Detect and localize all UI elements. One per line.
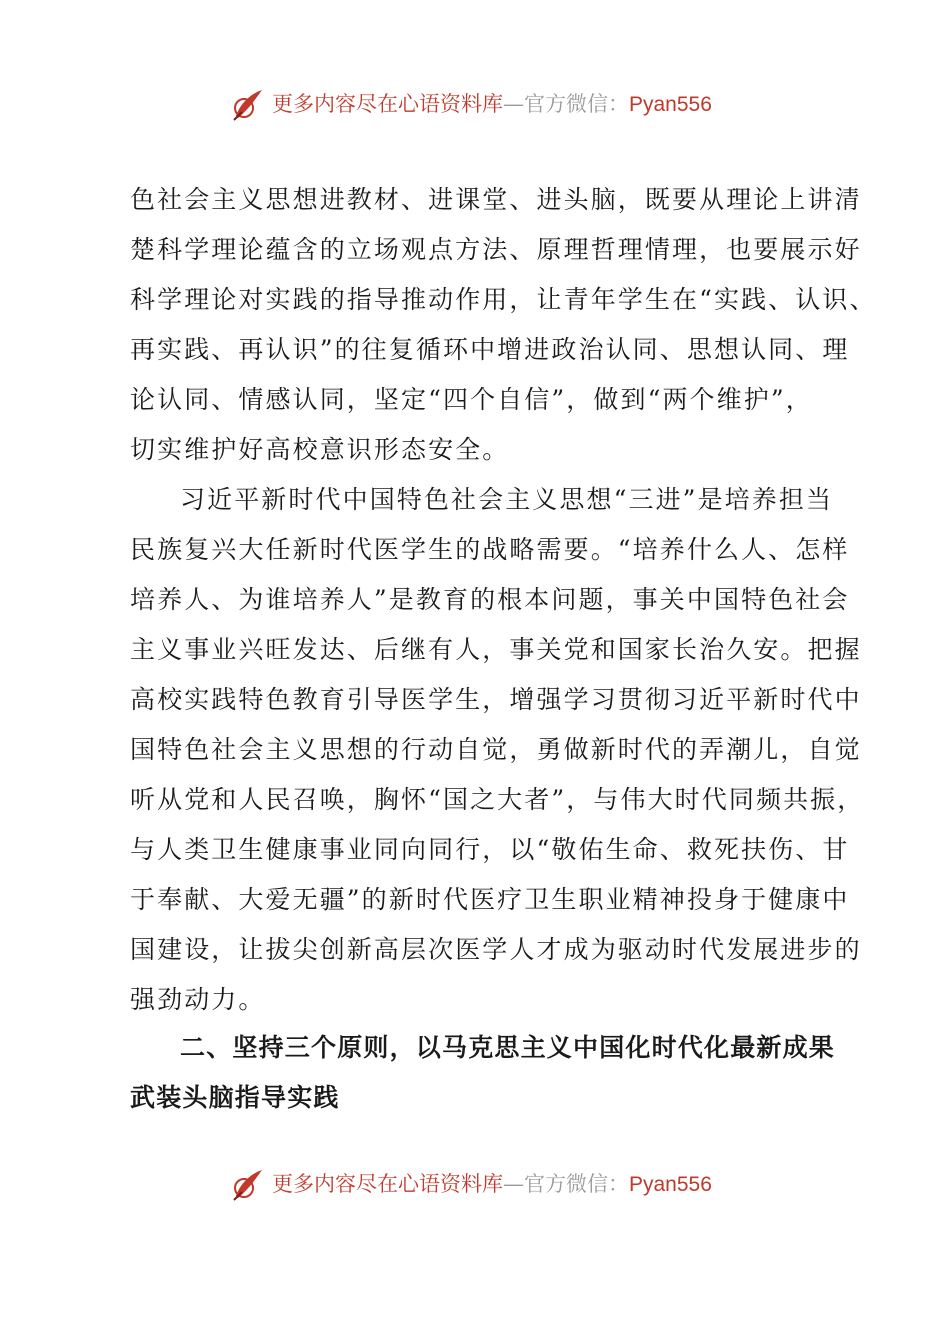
body-line: 听从党和人民召唤，胸怀“国之大者”，与伟大时代同频共振， xyxy=(130,785,865,814)
body-line: 高校实践特色教育引导医学生，增强学习贯彻习近平新时代中 xyxy=(130,685,862,714)
banner-account: Pyan556 xyxy=(629,93,712,116)
paragraph-first-line: 习近平新时代中国特色社会主义思想“三进”是培养担当 xyxy=(180,485,834,514)
body-line: 楚科学理论蕴含的立场观点方法、原理哲理情理，也要展示好 xyxy=(130,235,862,264)
section-heading: 二、坚持三个原则，以马克思主义中国化时代化最新成果 xyxy=(180,1033,836,1062)
body-line: 培养人、为谁培养人”是教育的根本问题，事关中国特色社会 xyxy=(130,585,850,614)
banner-text xyxy=(272,1171,712,1198)
body-line: 强劲动力。 xyxy=(130,985,266,1014)
footer-watermark-banner xyxy=(0,1164,950,1204)
banner-wechat-label: 官方微信： xyxy=(524,1172,629,1196)
body-line: 国特色社会主义思想的行动自觉，勇做新时代的弄潮儿，自觉 xyxy=(130,735,862,764)
body-line: 与人类卫生健康事业同向同行，以“敬佑生命、救死扶伤、甘 xyxy=(130,835,850,864)
header-watermark-banner xyxy=(0,84,950,124)
body-line: 切实维护好高校意识形态安全。 xyxy=(130,435,510,464)
body-line: 再实践、再认识”的往复循环中增进政治认同、思想认同、理 xyxy=(130,335,850,364)
banner-text xyxy=(272,91,712,118)
body-line: 主义事业兴旺发达、后继有人，事关党和国家长治久安。把握 xyxy=(130,635,862,664)
banner-dash: — xyxy=(503,1172,524,1196)
quill-logo-icon xyxy=(230,86,266,122)
banner-dash: — xyxy=(503,92,524,116)
body-line: 于奉献、大爱无疆”的新时代医疗卫生职业精神投身于健康中 xyxy=(130,885,850,914)
banner-account: Pyan556 xyxy=(629,1173,712,1196)
body-line: 民族复兴大任新时代医学生的战略需要。“培养什么人、怎样 xyxy=(130,535,850,564)
body-line: 色社会主义思想进教材、进课堂、进头脑，既要从理论上讲清 xyxy=(130,185,862,214)
banner-main-text: 更多内容尽在心语资料库 xyxy=(272,1172,503,1196)
banner-wechat-label: 官方微信： xyxy=(524,92,629,116)
body-line: 国建设，让拔尖创新高层次医学人才成为驱动时代发展进步的 xyxy=(130,935,862,964)
body-line: 科学理论对实践的指导推动作用，让青年学生在“实践、认识、 xyxy=(130,285,877,314)
body-line: 论认同、情感认同，坚定“四个自信”，做到“两个维护”， xyxy=(130,385,813,414)
quill-logo-icon xyxy=(230,1166,266,1202)
banner-main-text: 更多内容尽在心语资料库 xyxy=(272,92,503,116)
section-heading-continued: 武装头脑指导实践 xyxy=(130,1083,340,1112)
